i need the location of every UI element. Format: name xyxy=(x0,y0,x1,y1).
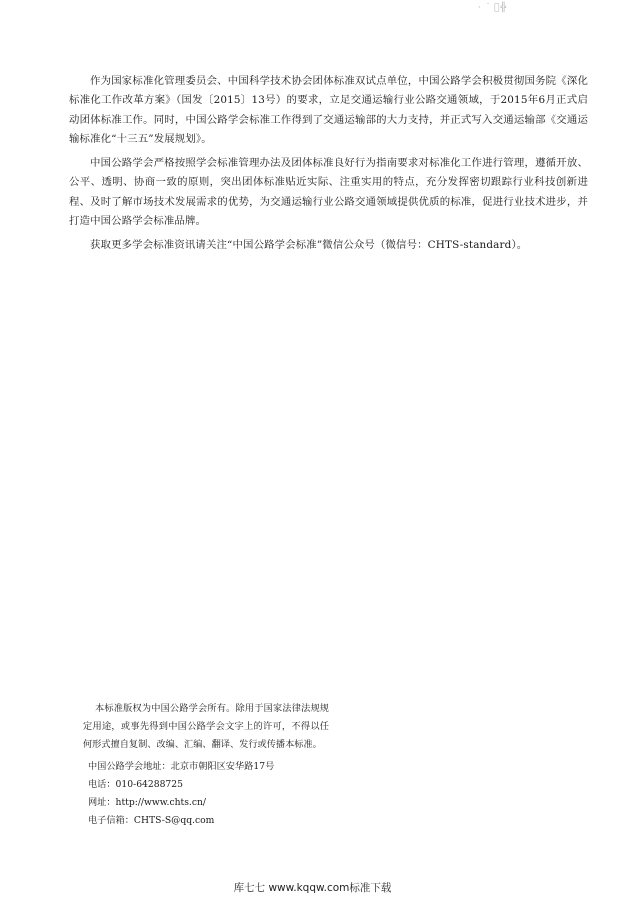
contact-website: 网址：http://www.chts.cn/ xyxy=(88,797,207,808)
intro-paragraph: 获取更多学会标准资讯请关注“中国公路学会标准”微信公众号（微信号：CHTS-standard）。 xyxy=(90,239,528,252)
contact-address: 中国公路学会地址：北京市朝阳区安华路17号 xyxy=(88,761,275,772)
contact-email: 电子信箱：CHTS-S@qq.com xyxy=(88,815,215,826)
intro-paragraph: 中国公路学会严格按照学会标准管理办法及团体标准良好行为指南要求对标准化工作进行管理，遵循开放、公平、透明、协商一致的原则，突出团体标准贴近实际、注重实用的特点，充分发挥密切跟踪行业科技创新进程、及时了解市场技术发展需求的优势，为交通运输行业公路交通领域提供优质的标准，促进行业技术进步，并打造中国公路学会标准品牌。 xyxy=(69,157,588,228)
intro-paragraph: 作为国家标准化管理委员会、中国科学技术协会团体标准双试点单位，中国公路学会积极贯彻国务院《深化标准化工作改革方案》（国发〔2015〕13号）的要求，立足交通运输行业公路交通领域，于2015年6月正式启动团体标准工作。同时，中国公路学会标准工作得到了交通运输部的大力支持，并正式写入交通运输部《交通运输标准化“十三五”发展规划》。 xyxy=(69,75,588,145)
footer-watermark: 库七七 www.kqqw.com标准下载 xyxy=(233,882,392,894)
contact-phone: 电话：010-64288725 xyxy=(88,779,183,790)
intro-section xyxy=(69,72,588,261)
scan-artifact-mark: · ˙ ﾞ╬ xyxy=(478,3,507,13)
copyright-notice-block xyxy=(83,700,329,830)
copyright-notice: 本标准版权为中国公路学会所有。除用于国家法律法规规定用途，或事先得到中国公路学会文字上的许可，不得以任何形式擅自复制、改编、汇编、翻译、发行或传播本标准。 xyxy=(83,703,329,750)
